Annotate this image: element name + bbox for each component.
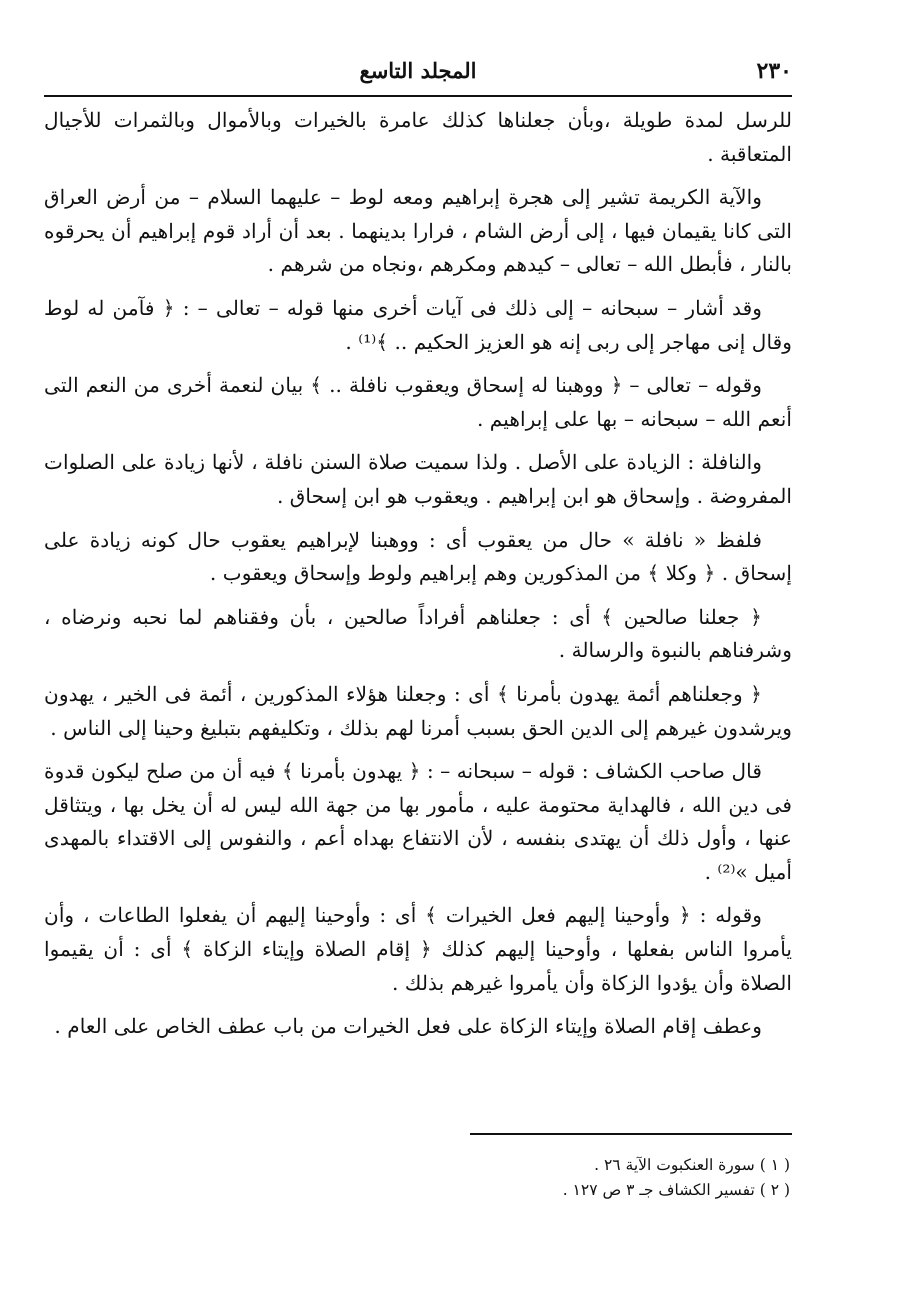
header-rule	[44, 95, 792, 97]
paragraph: ﴿ جعلنا صالحين ﴾ أى : جعلناهم أفراداً صالحين ، بأن وفقناهم لما نحبه ونرضاه ، وشرفناهم بالنبوة والرسالة .	[44, 604, 792, 663]
footnote: ( ٢ ) تفسير الكشاف جـ ٣ ص ١٢٧ .	[562, 1181, 790, 1199]
running-title: المجلد التاسع	[359, 58, 477, 83]
paragraph: وقوله : ﴿ وأوحينا إليهم فعل الخيرات ﴾ أى : وأوحينا إليهم أن يفعلوا الطاعات ، وأن يأمروا الناس بفعلها ، وأوحينا إليهم كذلك ﴿ إقام الصلاة وإيتاء الزكاة ﴾ أى : أن يقيموا الصلاة وأن يؤدوا الزكاة وأن يأمروا غيرهم بذلك .	[44, 903, 792, 995]
paragraph: ﴿ وجعلناهم أئمة يهدون بأمرنا ﴾ أى : وجعلنا هؤلاء المذكورين ، أئمة فى الخير ، يهدون ويرشدون غيرهم إلى الدين الحق بسبب أمرنا لهم بذلك ، وتكليفهم بتبليغ وحينا إلى الناس .	[44, 681, 792, 740]
paragraph: وقوله – تعالى – ﴿ ووهبنا له إسحاق ويعقوب نافلة .. ﴾ بيان لنعمة أخرى من النعم التى أنعم الله – سبحانه – بها على إبراهيم .	[44, 373, 792, 431]
paragraph: للرسل لمدة طويلة ،وبأن جعلناها كذلك عامرة بالخيرات وبالأموال وبالثمرات للأجيال المتعاقبة .	[44, 108, 792, 166]
footnote: ( ١ ) سورة العنكبوت الآية ٢٦ .	[594, 1156, 790, 1174]
page-header	[44, 52, 792, 92]
paragraph: والنافلة : الزيادة على الأصل . ولذا سميت صلاة السنن نافلة ، لأنها زيادة على الصلوات المفروضة . وإسحاق هو ابن إبراهيم . ويعقوب هو ابن إسحاق .	[44, 450, 792, 508]
body-text	[44, 104, 792, 1044]
footnote-rule	[470, 1133, 792, 1135]
paragraph: قال صاحب الكشاف : قوله – سبحانه – : ﴿ يهدون بأمرنا ﴾ فيه أن من صلح ليكون قدوة فى دين الله ، فالهداية محتومة عليه ، مأمور بها من جهة الله ليس له أن يخل بها ، ويتثاقل عنها ، وأول ذلك أن يهتدى بنفسه ، لأن الانتفاع بهداه أعم ، والنفوس إلى الاقتداء بالمهدى أميل »⁽²⁾ .	[44, 759, 792, 884]
paragraph: وقد أشار – سبحانه – إلى ذلك فى آيات أخرى منها قوله – تعالى – : ﴿ فآمن له لوط وقال إنى مهاجر إلى ربى إنه هو العزيز الحكيم .. ﴾⁽¹⁾ .	[44, 295, 792, 354]
paragraph: والآية الكريمة تشير إلى هجرة إبراهيم ومعه لوط – عليهما السلام – من أرض العراق التى كانا يقيمان فيها ، إلى أرض الشام ، فرارا بدينهما . بعد أن أراد قوم إبراهيم أن يحرقوه بالنار ، فأبطل الله – تعالى – كيدهم ومكرهم ،ونجاه من شرهم .	[44, 185, 792, 277]
footnotes	[44, 1153, 792, 1203]
paragraph: فلفظ « نافلة » حال من يعقوب أى : ووهبنا لإبراهيم يعقوب حال كونه زيادة على إسحاق . ﴿ وكلا ﴾ من المذكورين وهم إبراهيم ولوط وإسحاق ويعقوب .	[44, 527, 792, 586]
page-number: ٢٣٠	[756, 58, 792, 84]
paragraph: وعطف إقام الصلاة وإيتاء الزكاة على فعل الخيرات من باب عطف الخاص على العام .	[54, 1014, 762, 1039]
